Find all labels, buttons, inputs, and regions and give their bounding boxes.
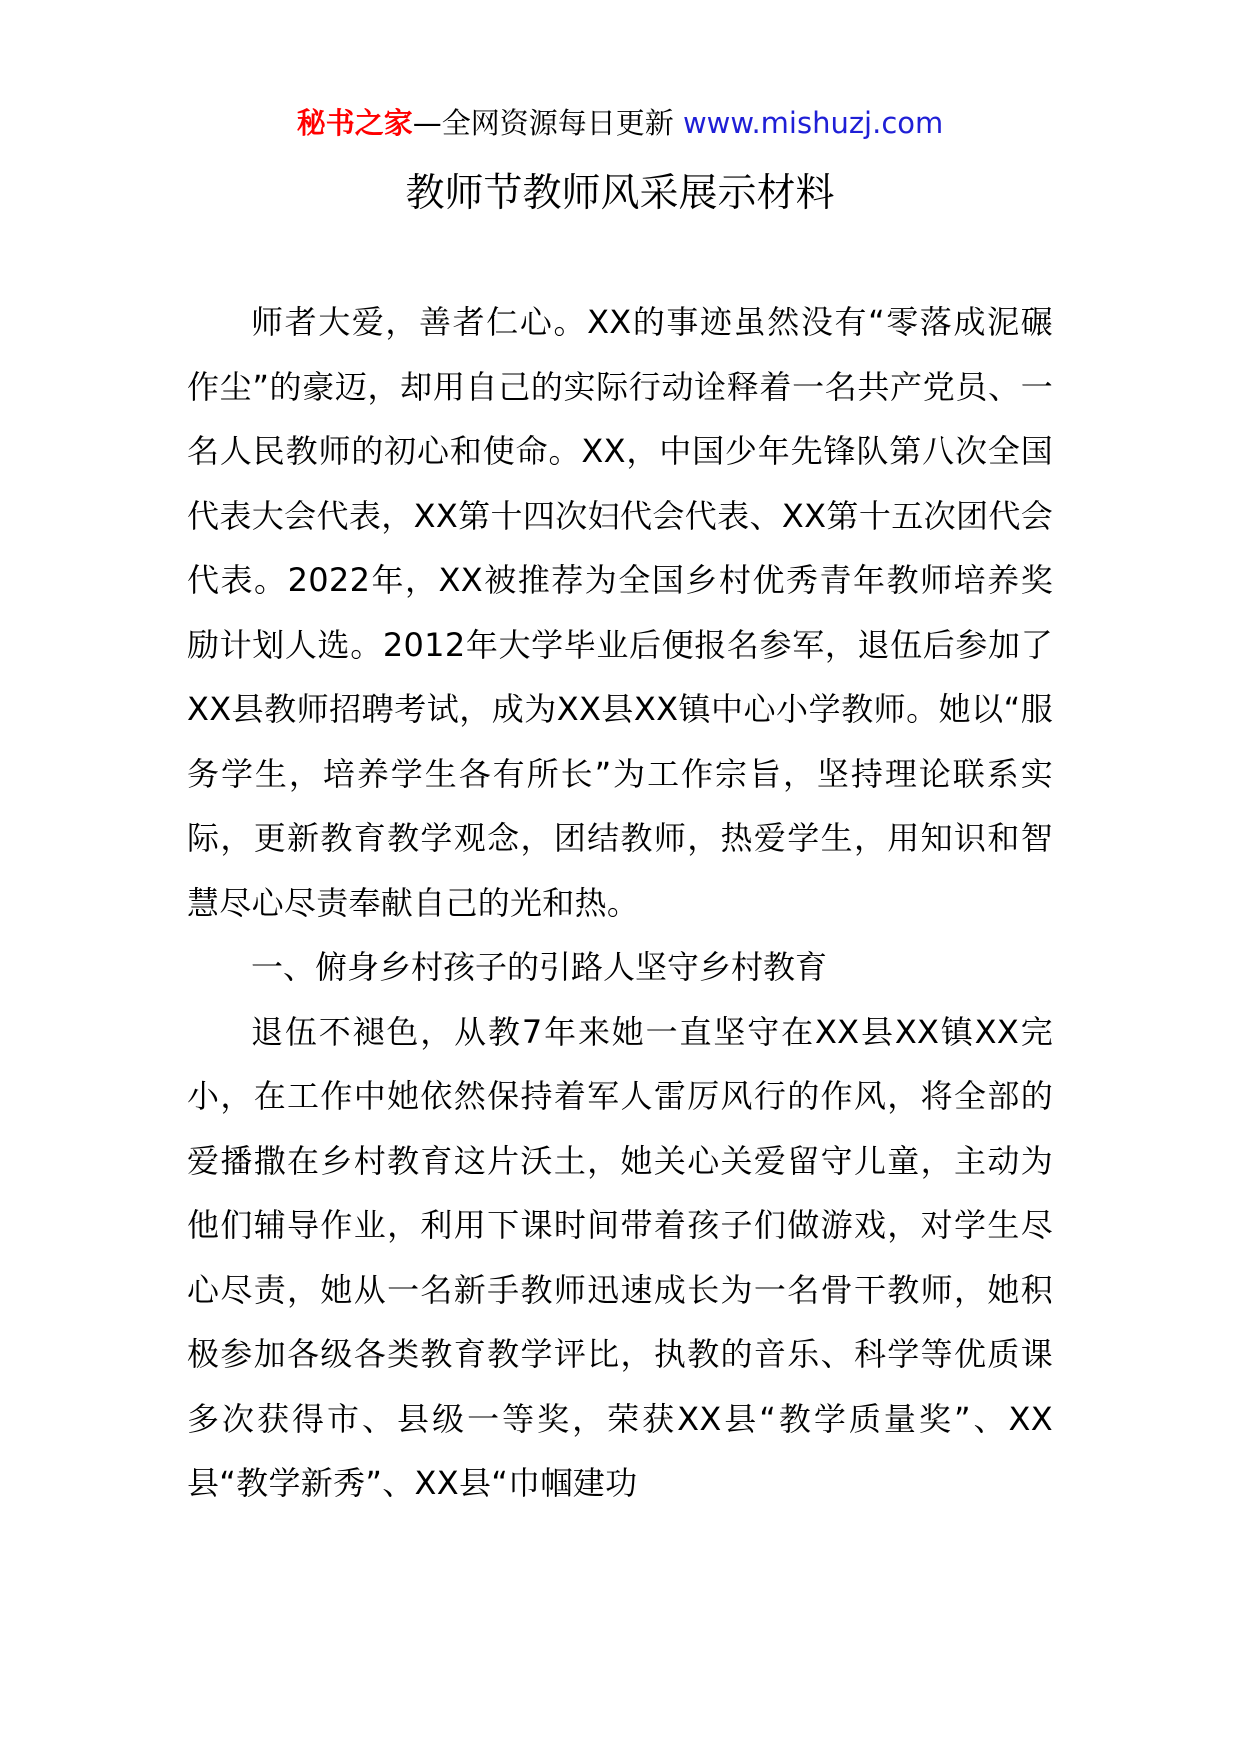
brand-name: 秘书之家 bbox=[296, 106, 413, 140]
section-heading: 一、俯身乡村孩子的引路人坚守乡村教育 bbox=[251, 948, 828, 986]
intro-paragraph: 师者大爱，善者仁心。XX的事迹虽然没有“零落成泥碾作尘”的豪迈，却用自己的实际行动诠释着一名共产党员、一名人民教师的初心和使命。XX，中国少年先锋队第八次全国代表大会代表，XX第十四次妇代会代表、XX第十五次团代会代表。2022年，XX被推荐为全国乡村优秀青年教师培养奖励计划人选。2012年大学毕业后便报名参军，退伍后参加了XX县教师招聘考试，成为XX县XX镇中心小学教师。她以“服务学生，培养学生各有所长”为工作宗旨，坚持理论联系实际，更新教育教学观念，团结教师，热爱学生，用知识和智慧尽心尽责奉献自己的光和热。 bbox=[187, 303, 1053, 922]
site-url-link[interactable]: www.mishuzj.com bbox=[682, 106, 944, 140]
header-tagline: —全网资源每日更新 bbox=[412, 106, 674, 140]
site-header bbox=[0, 103, 1240, 143]
document-body bbox=[187, 290, 1053, 1516]
document-title: 教师节教师风采展示材料 bbox=[405, 171, 835, 216]
section-paragraph: 退伍不褪色，从教7年来她一直坚守在XX县XX镇XX完小，在工作中她依然保持着军人雷厉风行的作风，将全部的爱播撒在乡村教育这片沃土，她关心关爱留守儿童，主动为他们辅导作业，利用下课时间带着孩子们做游戏，对学生尽心尽责，她从一名新手教师迅速成长为一名骨干教师，她积极参加各级各类教育教学评比，执教的音乐、科学等优质课多次获得市、县级一等奖，荣获XX县“教学质量奖”、XX县“教学新秀”、XX县“巾帼建功 bbox=[187, 1012, 1053, 1502]
